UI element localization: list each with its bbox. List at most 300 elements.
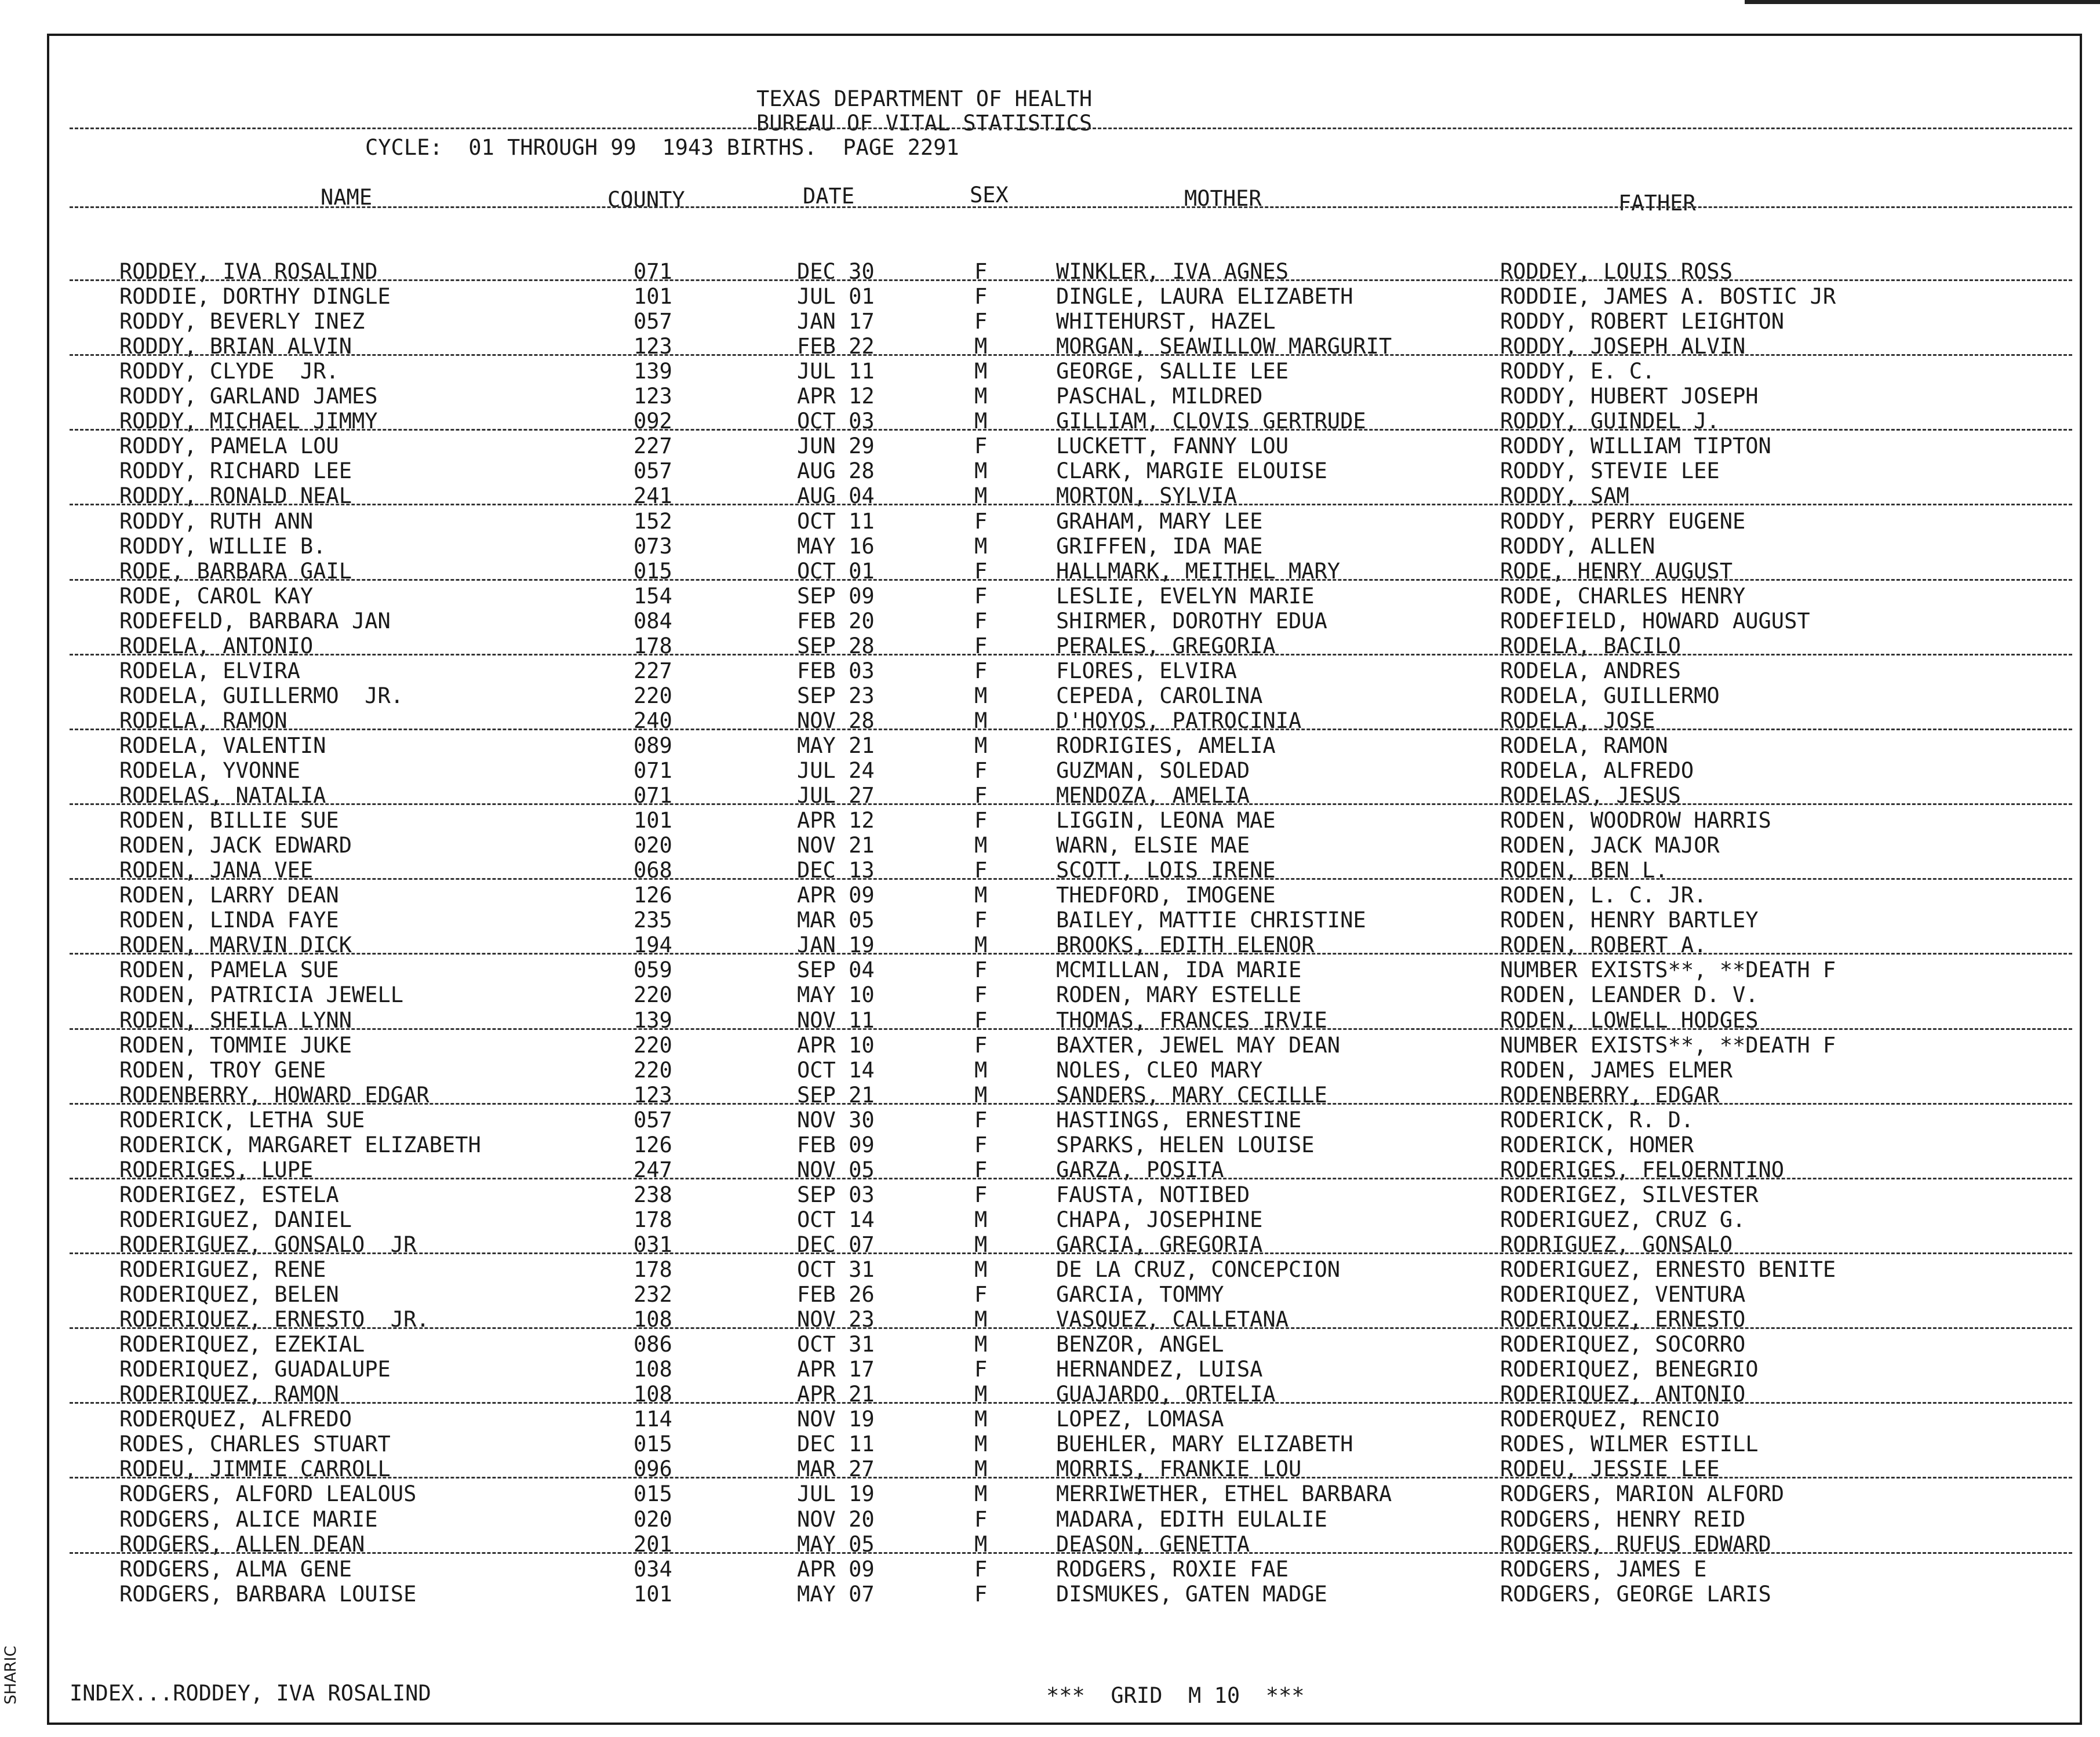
cell-mother: SPARKS, HELEN LOUISE [1056, 1132, 1315, 1157]
cell-mother: GILLIAM, CLOVIS GERTRUDE [1056, 409, 1366, 434]
cell-sex: M [974, 359, 988, 384]
cell-date: FEB 09 [797, 1132, 875, 1157]
cell-name: RODEN, PAMELA SUE [119, 957, 339, 982]
cell-name: RODES, CHARLES STUART [119, 1432, 391, 1456]
cell-name: RODEN, LINDA FAYE [119, 908, 339, 933]
cell-sex: F [974, 1507, 988, 1532]
cell-county: 101 [634, 284, 672, 309]
cell-father: RODERIQUEZ, SOCORRO [1500, 1332, 1746, 1357]
column-header-mother: MOTHER [1184, 186, 1262, 211]
cell-father: RODDY, HUBERT JOSEPH [1500, 384, 1759, 409]
cell-county: 227 [634, 434, 672, 458]
cell-sex: F [974, 808, 988, 833]
cell-date: SEP 23 [797, 683, 875, 708]
cell-county: 235 [634, 908, 672, 933]
cell-county: 015 [634, 559, 672, 584]
cell-mother: RODEN, MARY ESTELLE [1056, 982, 1302, 1007]
row-separator [70, 953, 2072, 955]
cell-mother: DE LA CRUZ, CONCEPCION [1056, 1257, 1341, 1282]
cell-date: MAY 05 [797, 1532, 875, 1557]
cell-date: FEB 26 [797, 1282, 875, 1307]
table-row [0, 959, 2100, 982]
cell-father: RODDY, WILLIAM TIPTON [1500, 434, 1771, 458]
cell-name: RODDIE, DORTHY DINGLE [119, 284, 391, 309]
cell-father: RODDY, ROBERT LEIGHTON [1500, 309, 1785, 334]
row-separator [70, 1327, 2072, 1329]
cell-date: JAN 17 [797, 309, 875, 334]
cell-name: RODERIGUEZ, RENE [119, 1257, 326, 1282]
cell-date: FEB 03 [797, 658, 875, 683]
cell-date: APR 10 [797, 1033, 875, 1058]
row-separator [70, 429, 2072, 431]
cell-date: JUN 29 [797, 434, 875, 458]
cell-county: 194 [634, 933, 672, 957]
cell-county: 015 [634, 1432, 672, 1456]
table-row [0, 1184, 2100, 1207]
cell-mother: DINGLE, LAURA ELIZABETH [1056, 284, 1353, 309]
cell-father: RODGERS, RUFUS EDWARD [1500, 1532, 1771, 1557]
cell-mother: LOPEZ, LOMASA [1056, 1407, 1224, 1432]
cell-name: RODELAS, NATALIA [119, 783, 326, 808]
cell-name: RODDY, BEVERLY INEZ [119, 309, 365, 334]
cell-date: NOV 19 [797, 1407, 875, 1432]
cell-name: RODELA, RAMON [119, 708, 287, 733]
cell-mother: HALLMARK, MEITHEL MARY [1056, 559, 1341, 584]
cell-name: RODDY, MICHAEL JIMMY [119, 409, 378, 434]
cell-name: RODGERS, ALICE MARIE [119, 1507, 378, 1532]
cell-mother: MORGAN, SEAWILLOW MARGURIT [1056, 334, 1392, 359]
cell-sex: F [974, 658, 988, 683]
cell-date: OCT 14 [797, 1058, 875, 1083]
cell-sex: F [974, 758, 988, 783]
cell-mother: GUAJARDO, ORTELIA [1056, 1382, 1276, 1407]
cell-name: RODERICK, LETHA SUE [119, 1108, 365, 1132]
cell-father: RODEN, JACK MAJOR [1500, 833, 1720, 858]
cell-county: 073 [634, 534, 672, 559]
cell-county: 123 [634, 384, 672, 409]
cell-mother: GRAHAM, MARY LEE [1056, 509, 1263, 534]
table-row [0, 360, 2100, 384]
cell-county: 071 [634, 783, 672, 808]
cell-father: RODEFIELD, HOWARD AUGUST [1500, 609, 1810, 633]
cell-county: 220 [634, 1058, 672, 1083]
cell-name: RODENBERRY, HOWARD EDGAR [119, 1083, 430, 1108]
cell-county: 108 [634, 1307, 672, 1332]
top-edge-line [1745, 0, 2100, 4]
cell-county: 241 [634, 483, 672, 508]
cell-date: APR 12 [797, 384, 875, 409]
cell-sex: F [974, 584, 988, 609]
cell-name: RODEN, JACK EDWARD [119, 833, 352, 858]
cell-sex: M [974, 334, 988, 359]
cell-date: MAY 16 [797, 534, 875, 559]
cell-name: RODERIQUEZ, ERNESTO JR. [119, 1307, 430, 1332]
row-separator [70, 1552, 2072, 1554]
cell-name: RODGERS, ALFORD LEALOUS [119, 1481, 417, 1506]
cell-county: 123 [634, 1083, 672, 1108]
table-row [0, 1259, 2100, 1282]
table-row [0, 536, 2100, 559]
cell-county: 240 [634, 708, 672, 733]
cell-father: RODELAS, JESUS [1500, 783, 1681, 808]
table-row [0, 909, 2100, 933]
cell-name: RODEN, MARVIN DICK [119, 933, 352, 957]
cell-father: RODERIGES, FELOERNTINO [1500, 1157, 1785, 1182]
cell-sex: M [974, 1207, 988, 1232]
cell-mother: VASQUEZ, CALLETANA [1056, 1307, 1289, 1332]
column-header-date: DATE [803, 184, 855, 209]
table-row [0, 1483, 2100, 1506]
cell-sex: F [974, 1582, 988, 1607]
cell-father: NUMBER EXISTS**, **DEATH F [1500, 957, 1836, 982]
cell-date: DEC 13 [797, 858, 875, 883]
cell-date: JUL 01 [797, 284, 875, 309]
cell-father: RODDY, E. C. [1500, 359, 1655, 384]
row-separator [70, 504, 2072, 505]
row-separator [70, 279, 2072, 281]
cell-county: 086 [634, 1332, 672, 1357]
cell-mother: BENZOR, ANGEL [1056, 1332, 1224, 1357]
cell-father: RODERIQUEZ, VENTURA [1500, 1282, 1746, 1307]
cell-father: RODELA, BACILO [1500, 633, 1681, 658]
cell-father: RODEN, JAMES ELMER [1500, 1058, 1733, 1083]
cell-county: 247 [634, 1157, 672, 1182]
cell-father: RODDY, GUINDEL J. [1500, 409, 1720, 434]
table-row [0, 286, 2100, 309]
cell-mother: CHAPA, JOSEPHINE [1056, 1207, 1263, 1232]
cell-sex: M [974, 933, 988, 957]
footer-grid: *** GRID M 10 *** [1046, 1683, 1305, 1708]
cell-name: RODEFELD, BARBARA JAN [119, 609, 391, 633]
cell-date: DEC 11 [797, 1432, 875, 1456]
cell-mother: FLORES, ELVIRA [1056, 658, 1237, 683]
cell-sex: F [974, 858, 988, 883]
cell-date: APR 21 [797, 1382, 875, 1407]
cell-mother: GEORGE, SALLIE LEE [1056, 359, 1289, 384]
cell-sex: F [974, 1182, 988, 1207]
row-separator [70, 1252, 2072, 1254]
cell-name: RODDY, RUTH ANN [119, 509, 314, 534]
cell-sex: M [974, 1407, 988, 1432]
table-row [0, 984, 2100, 1007]
cell-date: OCT 03 [797, 409, 875, 434]
cell-sex: M [974, 1432, 988, 1456]
cell-name: RODE, CAROL KAY [119, 584, 314, 609]
cell-sex: F [974, 1132, 988, 1157]
cell-mother: THEDFORD, IMOGENE [1056, 883, 1276, 908]
cell-county: 227 [634, 658, 672, 683]
cell-name: RODELA, GUILLERMO JR. [119, 683, 404, 708]
cell-father: RODELA, JOSE [1500, 708, 1655, 733]
cell-sex: M [974, 483, 988, 508]
cell-mother: LIGGIN, LEONA MAE [1056, 808, 1276, 833]
cell-name: RODEN, JANA VEE [119, 858, 314, 883]
cell-date: SEP 09 [797, 584, 875, 609]
cell-father: RODERIQUEZ, BENEGRIO [1500, 1357, 1759, 1382]
cell-name: RODEN, BILLIE SUE [119, 808, 339, 833]
row-separator [70, 1103, 2072, 1105]
cell-name: RODGERS, BARBARA LOUISE [119, 1582, 417, 1607]
cell-county: 057 [634, 1108, 672, 1132]
cell-county: 178 [634, 1207, 672, 1232]
cell-name: RODE, BARBARA GAIL [119, 559, 352, 584]
cell-name: RODDY, WILLIE B. [119, 534, 326, 559]
cell-father: RODERIGUEZ, ERNESTO BENITE [1500, 1257, 1836, 1282]
cell-father: RODGERS, HENRY REID [1500, 1507, 1746, 1532]
row-separator [70, 579, 2072, 581]
cell-sex: F [974, 1157, 988, 1182]
cell-county: 238 [634, 1182, 672, 1207]
cell-date: JUL 19 [797, 1481, 875, 1506]
cell-date: NOV 30 [797, 1108, 875, 1132]
table-row [0, 1059, 2100, 1083]
side-label: SHARIC [2, 1645, 20, 1705]
cell-name: RODEN, PATRICIA JEWELL [119, 982, 404, 1007]
row-separator [70, 654, 2072, 656]
cell-county: 220 [634, 982, 672, 1007]
cell-mother: D'HOYOS, PATROCINIA [1056, 708, 1302, 733]
cell-date: APR 09 [797, 883, 875, 908]
cell-county: 108 [634, 1357, 672, 1382]
cell-sex: M [974, 833, 988, 858]
cell-father: RODDY, STEVIE LEE [1500, 458, 1720, 483]
footer-index: INDEX...RODDEY, IVA ROSALIND [70, 1681, 431, 1706]
cell-sex: M [974, 458, 988, 483]
cell-sex: M [974, 1382, 988, 1407]
cell-sex: M [974, 534, 988, 559]
cell-sex: F [974, 982, 988, 1007]
cell-sex: M [974, 384, 988, 409]
cell-date: NOV 11 [797, 1008, 875, 1033]
cell-sex: M [974, 1532, 988, 1557]
cell-county: 220 [634, 1033, 672, 1058]
cell-sex: F [974, 1557, 988, 1582]
cell-sex: F [974, 609, 988, 633]
cell-father: RODERICK, R. D. [1500, 1108, 1694, 1132]
cell-date: SEP 03 [797, 1182, 875, 1207]
cell-father: RODERICK, HOMER [1500, 1132, 1694, 1157]
row-separator [70, 1028, 2072, 1030]
cell-father: RODERIQUEZ, ANTONIO [1500, 1382, 1746, 1407]
cell-date: FEB 22 [797, 334, 875, 359]
cell-county: 092 [634, 409, 672, 434]
cell-county: 031 [634, 1232, 672, 1257]
cell-county: 071 [634, 259, 672, 284]
cell-county: 101 [634, 808, 672, 833]
cell-mother: MENDOZA, AMELIA [1056, 783, 1250, 808]
cell-mother: SHIRMER, DOROTHY EDUA [1056, 609, 1327, 633]
table-row [0, 1359, 2100, 1382]
cell-father: RODDEY, LOUIS ROSS [1500, 259, 1733, 284]
cell-county: 114 [634, 1407, 672, 1432]
header-rule-bottom [70, 206, 2072, 208]
cell-date: SEP 04 [797, 957, 875, 982]
cell-name: RODEN, SHEILA LYNN [119, 1008, 352, 1033]
cell-mother: GUZMAN, SOLEDAD [1056, 758, 1250, 783]
row-separator [70, 1477, 2072, 1479]
cell-name: RODERIQUEZ, RAMON [119, 1382, 339, 1407]
cell-county: 015 [634, 1481, 672, 1506]
cell-sex: F [974, 1108, 988, 1132]
cell-county: 154 [634, 584, 672, 609]
cell-sex: M [974, 683, 988, 708]
cell-sex: F [974, 908, 988, 933]
cell-father: RODGERS, MARION ALFORD [1500, 1481, 1785, 1506]
cell-mother: MORTON, SYLVIA [1056, 483, 1237, 508]
cell-name: RODERIQUEZ, GUADALUPE [119, 1357, 391, 1382]
cell-father: RODE, CHARLES HENRY [1500, 584, 1746, 609]
cell-county: 178 [634, 1257, 672, 1282]
cell-mother: DEASON, GENETTA [1056, 1532, 1250, 1557]
table-row [0, 1334, 2100, 1357]
report-title-line2: BUREAU OF VITAL STATISTICS [756, 111, 1093, 136]
cell-sex: F [974, 957, 988, 982]
cell-date: JUL 27 [797, 783, 875, 808]
report-title-line1: TEXAS DEPARTMENT OF HEALTH [756, 86, 1093, 111]
cell-name: RODEU, JIMMIE CARROLL [119, 1456, 391, 1481]
cell-county: 123 [634, 334, 672, 359]
cell-sex: M [974, 1481, 988, 1506]
report-cycle-line: CYCLE: 01 THROUGH 99 1943 BIRTHS. PAGE 2291 [365, 135, 959, 160]
cell-sex: F [974, 509, 988, 534]
cell-date: APR 17 [797, 1357, 875, 1382]
cell-name: RODGERS, ALMA GENE [119, 1557, 352, 1582]
table-row [0, 1109, 2100, 1132]
cell-date: NOV 05 [797, 1157, 875, 1182]
table-row [0, 511, 2100, 534]
header-rule-top [70, 128, 2072, 129]
cell-sex: F [974, 1033, 988, 1058]
cell-name: RODERIQUEZ, EZEKIAL [119, 1332, 365, 1357]
cell-sex: F [974, 434, 988, 458]
table-row [0, 1433, 2100, 1456]
cell-name: RODDY, BRIAN ALVIN [119, 334, 352, 359]
cell-mother: CEPEDA, CAROLINA [1056, 683, 1263, 708]
cell-county: 059 [634, 957, 672, 982]
cell-mother: LUCKETT, FANNY LOU [1056, 434, 1289, 458]
cell-mother: GARCIA, GREGORIA [1056, 1232, 1263, 1257]
cell-name: RODDY, GARLAND JAMES [119, 384, 378, 409]
cell-date: NOV 20 [797, 1507, 875, 1532]
cell-father: RODELA, RAMON [1500, 733, 1668, 758]
cell-county: 126 [634, 883, 672, 908]
row-separator [70, 1402, 2072, 1404]
cell-date: OCT 31 [797, 1332, 875, 1357]
table-row [0, 735, 2100, 758]
cell-date: DEC 30 [797, 259, 875, 284]
cell-sex: M [974, 1332, 988, 1357]
cell-sex: F [974, 1282, 988, 1307]
table-row [0, 1035, 2100, 1058]
cell-sex: M [974, 708, 988, 733]
cell-name: RODDEY, IVA ROSALIND [119, 259, 378, 284]
cell-date: SEP 21 [797, 1083, 875, 1108]
cell-date: AUG 04 [797, 483, 875, 508]
cell-father: RODDY, JOSEPH ALVIN [1500, 334, 1746, 359]
row-separator [70, 803, 2072, 805]
cell-date: APR 09 [797, 1557, 875, 1582]
cell-date: JAN 19 [797, 933, 875, 957]
cell-mother: PASCHAL, MILDRED [1056, 384, 1263, 409]
cell-date: DEC 07 [797, 1232, 875, 1257]
cell-father: RODDIE, JAMES A. BOSTIC JR [1500, 284, 1836, 309]
cell-father: RODENBERRY, EDGAR [1500, 1083, 1720, 1108]
cell-date: MAY 21 [797, 733, 875, 758]
cell-father: RODEN, LEANDER D. V. [1500, 982, 1759, 1007]
cell-name: RODDY, PAMELA LOU [119, 434, 339, 458]
table-row [0, 810, 2100, 833]
cell-county: 201 [634, 1532, 672, 1557]
cell-date: NOV 23 [797, 1307, 875, 1332]
cell-father: RODERQUEZ, RENCIO [1500, 1407, 1720, 1432]
cell-date: FEB 20 [797, 609, 875, 633]
cell-name: RODERICK, MARGARET ELIZABETH [119, 1132, 481, 1157]
cell-father: RODDY, PERRY EUGENE [1500, 509, 1746, 534]
cell-father: RODEN, LOWELL HODGES [1500, 1008, 1759, 1033]
table-row [0, 660, 2100, 683]
cell-mother: BAXTER, JEWEL MAY DEAN [1056, 1033, 1341, 1058]
table-row [0, 1284, 2100, 1307]
cell-sex: M [974, 1307, 988, 1332]
cell-mother: GARCIA, TOMMY [1056, 1282, 1224, 1307]
cell-father: RODERIGUEZ, CRUZ G. [1500, 1207, 1746, 1232]
cell-father: RODGERS, GEORGE LARIS [1500, 1582, 1771, 1607]
cell-date: NOV 28 [797, 708, 875, 733]
cell-name: RODDY, RICHARD LEE [119, 458, 352, 483]
cell-sex: F [974, 259, 988, 284]
cell-date: OCT 11 [797, 509, 875, 534]
cell-county: 108 [634, 1382, 672, 1407]
cell-father: RODEN, HENRY BARTLEY [1500, 908, 1759, 933]
cell-mother: GARZA, POSITA [1056, 1157, 1224, 1182]
table-row [0, 1134, 2100, 1157]
cell-mother: RODGERS, ROXIE FAE [1056, 1557, 1289, 1582]
row-separator [70, 878, 2072, 880]
cell-mother: SANDERS, MARY CECILLE [1056, 1083, 1327, 1108]
cell-date: MAR 05 [797, 908, 875, 933]
cell-name: RODELA, ANTONIO [119, 633, 314, 658]
cell-sex: M [974, 1456, 988, 1481]
cell-name: RODERIGUEZ, GONSALO JR [119, 1232, 417, 1257]
cell-father: RODES, WILMER ESTILL [1500, 1432, 1759, 1456]
cell-sex: F [974, 284, 988, 309]
cell-county: 071 [634, 758, 672, 783]
cell-name: RODERIGES, LUPE [119, 1157, 314, 1182]
cell-mother: DISMUKES, GATEN MADGE [1056, 1582, 1327, 1607]
cell-date: MAY 10 [797, 982, 875, 1007]
cell-name: RODELA, ELVIRA [119, 658, 300, 683]
cell-mother: BROOKS, EDITH ELENOR [1056, 933, 1315, 957]
cell-name: RODERIQUEZ, BELEN [119, 1282, 339, 1307]
cell-county: 034 [634, 1557, 672, 1582]
table-row [0, 610, 2100, 633]
cell-sex: F [974, 783, 988, 808]
cell-county: 084 [634, 609, 672, 633]
cell-sex: M [974, 409, 988, 434]
cell-county: 152 [634, 509, 672, 534]
table-row [0, 685, 2100, 708]
cell-mother: CLARK, MARGIE ELOUISE [1056, 458, 1327, 483]
cell-name: RODEN, LARRY DEAN [119, 883, 339, 908]
cell-father: RODEN, WOODROW HARRIS [1500, 808, 1771, 833]
cell-sex: F [974, 633, 988, 658]
cell-father: RODERIQUEZ, ERNESTO [1500, 1307, 1746, 1332]
table-row [0, 884, 2100, 908]
table-row [0, 435, 2100, 458]
cell-father: RODEN, BEN L. [1500, 858, 1668, 883]
cell-county: 089 [634, 733, 672, 758]
cell-mother: NOLES, CLEO MARY [1056, 1058, 1263, 1083]
